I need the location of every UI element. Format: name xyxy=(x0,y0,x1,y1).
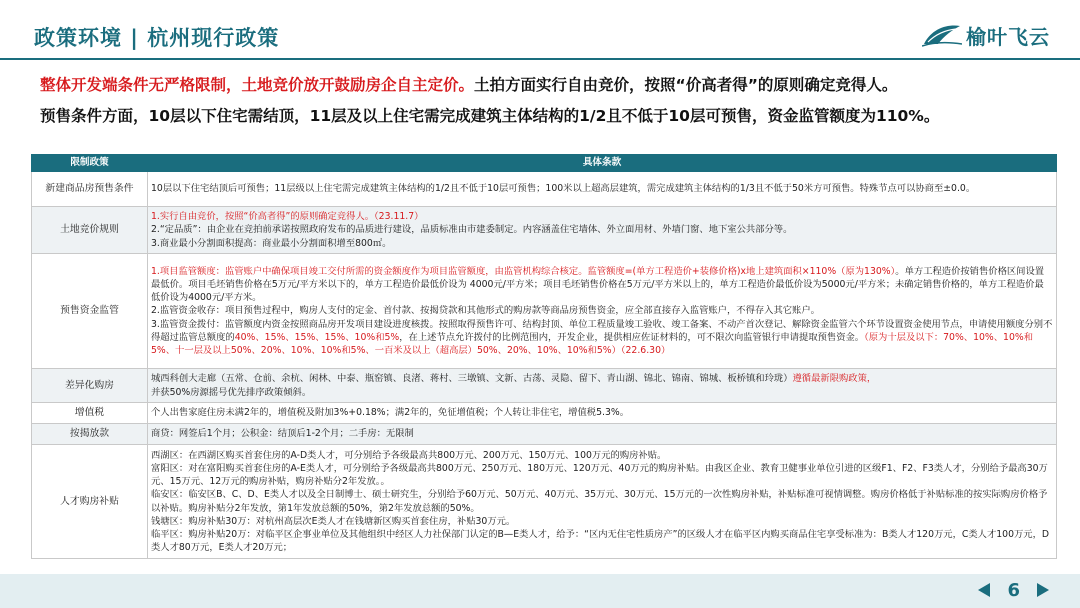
row-content xyxy=(148,254,1057,369)
table-row xyxy=(32,424,1057,445)
table-row xyxy=(32,369,1057,403)
summary-highlight: 整体开发端条件无严格限制，土地竞价放开鼓励房企自主定价。 xyxy=(40,76,475,94)
table-row xyxy=(32,445,1057,559)
summary xyxy=(40,70,1060,132)
row-content: 个人出售家庭住房未满2年的，增值税及附加3%+0.18%；满2年的，免征增值税；个人转让非住宅，增值税5.3%。 xyxy=(148,403,1057,424)
row-highlight: 1.项目监管额度：监管账户中确保项目竣工交付所需的资金额度作为项目监管额度，由监管机构综合核定。监管额度=(单方工程造价+装修价格)x地上建筑面积×110%（原为130%） xyxy=(151,265,896,277)
row-line: 3.商业最小分割面积提高：商业最小分割面积增至800㎡。 xyxy=(151,237,392,249)
next-slide-button[interactable] xyxy=(1032,579,1054,601)
row-line: 临安区：临安区B、C、D、E类人才以及全日制博士、硕士研究生，分别给予60万元、50万元、40万元、35万元、30万元、15万元的一次性购房补贴，补贴标准可视情调整。购房价格低于补贴标准的按实际购房价格予以补贴。购房补贴分2年发放，第1年发放总额的50%，第2年发放总额的50%。 xyxy=(151,489,1048,514)
row-category: 新建商品房预售条件 xyxy=(32,172,148,207)
row-line: 1.实行自由竞价，按照“价高者得”的原则确定竞得人。（23.11.7） xyxy=(151,211,424,223)
row-content xyxy=(148,445,1057,559)
row-line: 并获50%房源摇号优先排序政策倾斜。 xyxy=(151,386,312,398)
row-line: 临平区：购房补贴20万：对临平区企事业单位及其他组织中经区人力社保部门认定的B—E类人才，给予：“区内无住宅性质房产”的区级人才在临平区内购买商品住宅享受标准为：B类人才120万元，C类人才100万元，D类人才80万元，E类人才20万元； xyxy=(151,528,1050,554)
summary-line-2: 预售条件方面，10层以下住宅需结顶，11层及以上住宅需完成建筑主体结构的1/2且不低于10层可预售，资金监管额度为110%。 xyxy=(40,107,940,125)
slide-navigation xyxy=(973,579,1054,601)
row-text: 。单方工程造价按销售价格区间设置最低价。项目毛坯销售价格在5万元/平方米以下的，单方工程造价最低价设为 4000元/平方米；项目毛坯销售价格在5万元/平方米以上的，单方工程造价最低价设为5000元/平方米；未确定销售价格的，单方工程造价最低价设为4000元/平方米。 xyxy=(151,265,1045,304)
page-title: 政策环境 | 杭州现行政策 xyxy=(34,26,280,50)
summary-line-1 xyxy=(40,70,1060,101)
row-category: 按揭放款 xyxy=(32,424,148,445)
prev-slide-button[interactable] xyxy=(973,579,995,601)
table-row xyxy=(32,254,1057,369)
table-row xyxy=(32,172,1057,207)
leaf-cloud-icon xyxy=(922,22,962,48)
row-category: 差异化购房 xyxy=(32,369,148,403)
header-divider xyxy=(0,58,1080,60)
row-line xyxy=(151,266,1044,303)
row-category: 增值税 xyxy=(32,403,148,424)
row-line: 2.监管资金收存：项目预售过程中，购房人支付的定金、首付款、按揭贷款和其他形式的购房款等商品房预售资金，应全部直接存入监管账户，不得存入其它账户。 xyxy=(151,305,820,317)
column-header-policy: 限制政策 xyxy=(32,155,148,172)
row-content xyxy=(148,207,1057,254)
row-text: 城西科创大走廊（五常、仓前、余杭、闲林、中泰、瓶窑镇、良渚、蒋村、三墩镇、文新、古荡、灵隐、留下、青山湖、锦北、锦南、锦城、板桥镇和玲珑） xyxy=(151,373,793,385)
row-highlight: 40%、15%、15%、15%、10%和5% xyxy=(234,331,400,343)
row-line: 钱塘区：购房补贴30万：对杭州高层次E类人才在钱塘新区购买首套住房，补贴30万元。 xyxy=(151,515,516,527)
triangle-right-icon xyxy=(1036,582,1050,598)
row-category: 土地竞价规则 xyxy=(32,207,148,254)
row-text: 3.监管资金拨付：监管额度内资金按照商品房开发项目建设进度核拨。按照取得预售许可、结构封顶、单位工程质量竣工验收、竣工备案、不动产首次登记、解除资金监管六个环节设置资金使用节点，申请使用额度分别不得超过监管总额度的 xyxy=(151,318,1053,343)
row-line: 富阳区：对在富阳购买首套住房的A-E类人才，可分别给予各级最高共800万元、250万元、180万元、120万元、40万元的购房补贴。由我区企业、教育卫健事业单位引进的区级F1、F2、F3类人才，分别给予最高30万元、15万元、12万元的购房补贴，购房补贴分2年发放。。 xyxy=(151,462,1048,488)
summary-text: 土拍方面实行自由竞价，按照“价高者得”的原则确定竞得人。 xyxy=(474,76,898,94)
row-line: 西湖区：在西湖区购买首套住房的A-D类人才，可分别给予各级最高共800万元、200万元、150万元、100万元的购房补贴。 xyxy=(151,449,667,461)
row-line xyxy=(151,319,1052,356)
footer-bar xyxy=(0,574,1080,608)
page-number: 6 xyxy=(1007,579,1020,601)
table-header-row xyxy=(32,155,1057,172)
row-highlight: 遵循最新限购政策， xyxy=(792,373,877,385)
table-row xyxy=(32,207,1057,254)
row-category: 预售资金监管 xyxy=(32,254,148,369)
table-row xyxy=(32,403,1057,424)
policy-table xyxy=(31,154,1057,559)
row-content: 10层以下住宅结顶后可预售；11层级以上住宅需完成建筑主体结构的1/2且不低于10层可预售；100米以上超高层建筑，需完成建筑主体结构的1/3且不低于50米方可预售。特殊节点可以协商至±0.0。 xyxy=(148,172,1057,207)
triangle-left-icon xyxy=(977,582,991,598)
logo xyxy=(922,18,1050,52)
column-header-terms: 具体条款 xyxy=(148,155,1057,172)
row-content xyxy=(148,369,1057,403)
row-content: 商贷：网签后1个月；公积金：结顶后1-2个月；二手房：无限制 xyxy=(148,424,1057,445)
row-category: 人才购房补贴 xyxy=(32,445,148,559)
logo-text: 榆叶飞云 xyxy=(966,24,1050,49)
row-highlight: （原为十层及以下：70%、10%、10%和5%、十一层及以上50%、20%、10%、10%和5%、一百米及以上（超高层）50%、20%、10%、10%和5%）（22.6.30） xyxy=(151,331,1034,356)
header xyxy=(0,0,1080,62)
row-line: 2.“定品质”：由企业在竞拍前承诺按照政府发布的品质进行建设，品质标准由市建委制定。内容涵盖住宅墙体、外立面用材、外墙门窗、地下室公共部分等。 xyxy=(151,224,793,236)
row-text: ，在上述节点允许拨付的比例范围内，开发企业，提供相应佐证材料的，可不限次向监管银行申请提取预售资金。 xyxy=(399,331,865,343)
